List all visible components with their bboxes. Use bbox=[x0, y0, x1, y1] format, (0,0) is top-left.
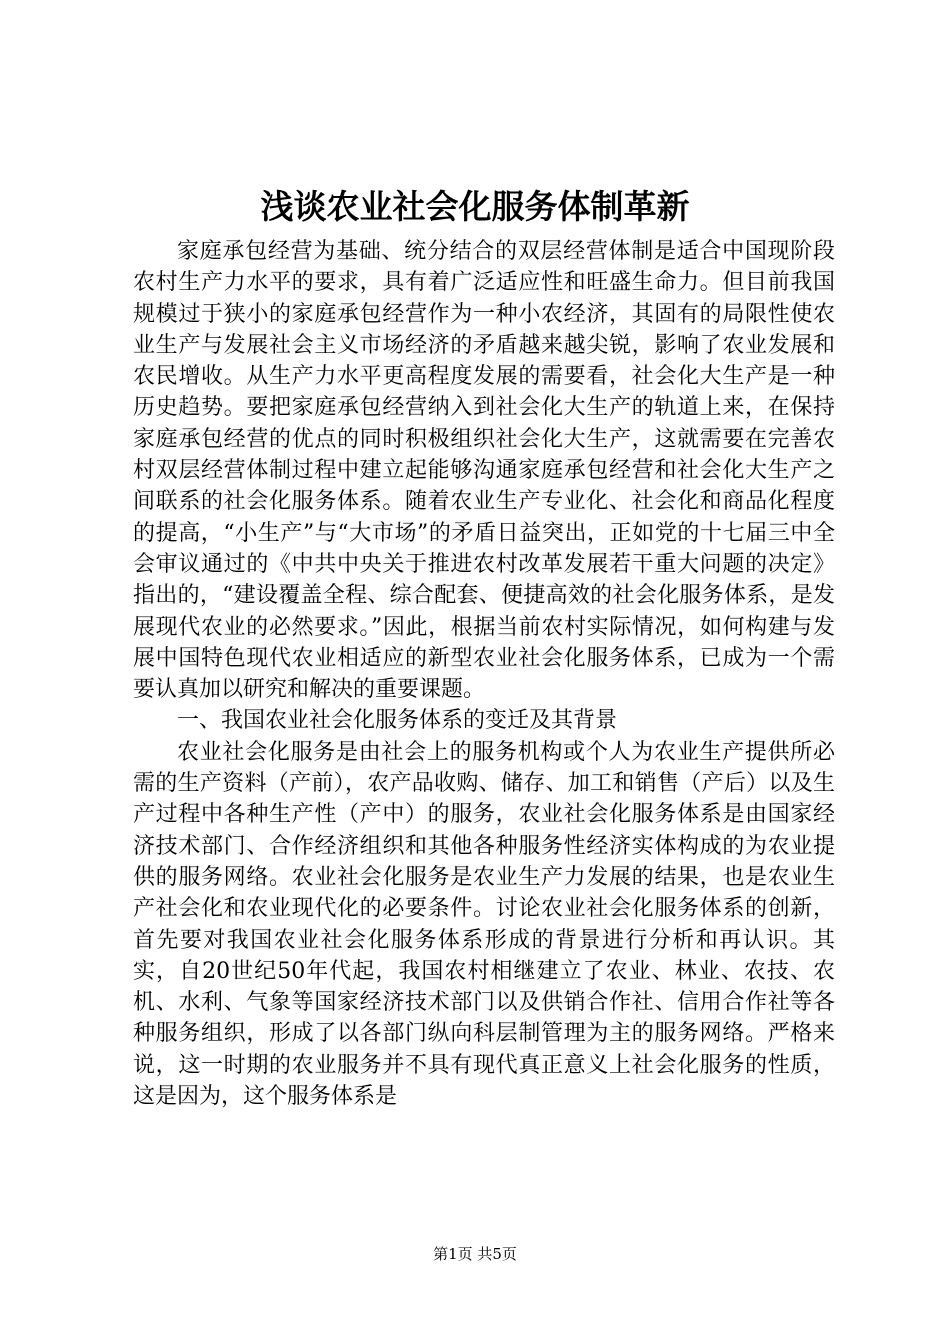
document-body bbox=[133, 236, 835, 1112]
paragraph-intro: 家庭承包经营为基础、统分结合的双层经营体制是适合中国现阶段农村生产力水平的要求，具有着广泛适应性和旺盛生命力。但目前我国规模过于狭小的家庭承包经营作为一种小农经济，其固有的局限性使农业生产与发展社会主义市场经济的矛盾越来越尖锐，影响了农业发展和农民增收。从生产力水平更高程度发展的需要看，社会化大生产是一种历史趋势。要把家庭承包经营纳入到社会化大生产的轨道上来，在保持家庭承包经营的优点的同时积极组织社会化大生产，这就需要在完善农村双层经营体制过程中建立起能够沟通家庭承包经营和社会化大生产之间联系的社会化服务体系。随着农业生产专业化、社会化和商品化程度的提高，“小生产”与“大市场”的矛盾日益突出，正如党的十七届三中全会审议通过的《中共中央关于推进农村改革发展若干重大问题的决定》指出的，“建设覆盖全程、综合配套、便捷高效的社会化服务体系，是发展现代农业的必然要求。”因此，根据当前农村实际情况，如何构建与发展中国特色现代农业相适应的新型农业社会化服务体系，已成为一个需要认真加以研究和解决的重要课题。 bbox=[133, 239, 835, 703]
page-number-footer: 第1页 共5页 bbox=[433, 1245, 517, 1263]
document-title: 浅谈农业社会化服务体制革新 bbox=[260, 187, 690, 226]
section-heading: 一、我国农业社会化服务体系的变迁及其背景 bbox=[177, 708, 618, 734]
paragraph-section-1: 农业社会化服务是由社会上的服务机构或个人为农业生产提供所必需的生产资料（产前），农产品收购、储存、加工和销售（产后）以及生产过程中各种生产性（产中）的服务，农业社会化服务体系是由国家经济技术部门、合作经济组织和其他各种服务性经济实体构成的为农业提供的服务网络。农业社会化服务是农业生产力发展的结果，也是农业生产社会化和农业现代化的必要条件。讨论农业社会化服务体系的创新，首先要对我国农业社会化服务体系形成的背景进行分析和再认识。其实，自20世纪50年代起，我国农村相继建立了农业、林业、农技、农机、水利、气象等国家经济技术部门以及供销合作社、信用合作社等各种服务组织，形成了以各部门纵向科层制管理为主的服务网络。严格来说，这一时期的农业服务并不具有现代真正意义上社会化服务的性质，这是因为，这个服务体系是 bbox=[133, 739, 835, 1110]
